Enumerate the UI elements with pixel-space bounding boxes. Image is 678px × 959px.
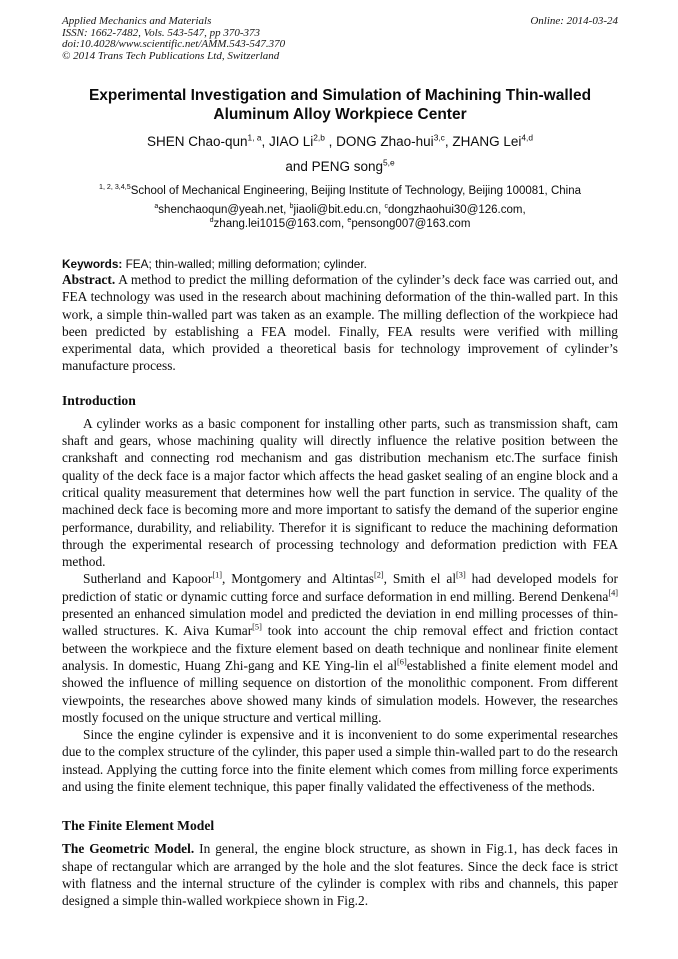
paper-title	[62, 86, 618, 124]
online-date: Online: 2014-03-24	[530, 15, 618, 27]
section-heading-introduction: Introduction	[62, 392, 136, 408]
introduction-paragraph-3: Since the engine cylinder is expensive and it is inconvenient to do some experimental researches due to the complex structure of the cylinder, this paper used a simple thin-walled part to do the research instead. Applying the cutting force into the finite element which comes from milling force experiments and using the finite element technique, this paper finally validated the effectiveness of the methods.	[62, 727, 618, 795]
journal-title: Applied Mechanics and Materials	[62, 15, 212, 27]
introduction-paragraph-1: A cylinder works as a basic component for installing other parts, such as transmission shaft, cam shaft and gears, whose machining quality will directly influence the relative position between the crankshaft and connecting rod mechanism and gas distribution mechanism etc.The surface finish quality of the deck face is a major factor which affects the head gasket sealing of an engine block and a critical quality measurement that determines how well the part function in service. The quality of the machined deck face is becoming more and more important to satisfy the demand of the superior engine performance, durability, and reliability. Therefor it is significant to reduce the machining deformation through the experimental research of processing technology and deformation prediction with FEA method.	[62, 415, 618, 570]
paper-title-line2: Aluminum Alloy Workpiece Center	[213, 106, 467, 123]
paper-body	[62, 271, 618, 910]
journal-info-block	[62, 16, 285, 62]
email-line-1: $^a$shenchaoqun@yeah.net, $^b$jiaoli@bit.edu.cn, $^c$dongzhaohui30@126.com,	[154, 202, 526, 216]
paper-title-line1: Experimental Investigation and Simulation of Machining Thin-walled	[88, 87, 592, 104]
keywords-line: Keywords: FEA; thin-walled; milling deformation; cylinder.	[62, 257, 367, 271]
affiliation: $^{1, 2, 3,4,5}$School of Mechanical Engineering, Beijing Institute of Technology, Beijing 100081, China	[99, 183, 581, 197]
page-header	[62, 16, 618, 62]
authors-line-2: and PENG song$^{5,e}$	[285, 157, 395, 174]
emails-block	[62, 204, 618, 231]
authors-line-1: SHEN Chao-qun$^{1, a}$, JIAO Li$^{2,b}$ , DONG Zhao-hui$^{3,c}$, ZHANG Lei$^{4,d}$	[146, 132, 533, 149]
introduction-paragraph-2: Sutherland and Kapoor[1], Montgomery and Altintas[2], Smith el al[3] had developed models for prediction of static or dynamic cutting force and surface deformation in end milling. Berend Denkena[4] presented an enhanced simulation model and predicted the deviation in end milling processes of thin-walled structures. K. Aiva Kumar[5] took into account the chip removal effect and friction contact between the workpiece and the fixture element based on death technique and nonlinear finite element analysis. In domestic, Huang Zhi-gang and KE Ying-lin el al[6]established a finite element model and showed the influence of milling sequence on distortion of the monolithic component. From different viewpoints, the researches above showed many kinds of simulation models. However, the researches mostly focused on the unique structure and vertical milling.	[62, 570, 618, 725]
doi-line: doi:10.4028/www.scientific.net/AMM.543-547.370	[62, 38, 286, 50]
geometric-model-paragraph: The Geometric Model. In general, the engine block structure, as shown in Fig.1, has deck faces in shape of rectangular which are arranged by the hole and the slot features. Since the deck face is strict with flatness and the internal structure of the cylinder is complex with ribs and channels, this paper designed a simple thin-walled workpiece shown in Fig.2.	[62, 841, 618, 909]
abstract-paragraph: Abstract. A method to predict the milling deformation of the cylinder’s deck face was carried out, and FEA technology was used in the research about machining deformation of the thin-walled part. In this work, a simple thin-walled part was taken as an example. The milling deflection of the workpiece had been predicted by establishing a FEA model. Finally, FEA results were verified with milling experimental data, which provided a theoretical basis for technology improvement of cylinder’s manufacture process.	[62, 272, 618, 374]
section-heading-finite-element-model: The Finite Element Model	[62, 818, 215, 834]
email-line-2: $^d$zhang.lei1015@163.com, $^e$pensong007@163.com	[209, 215, 471, 230]
copyright-line: © 2014 Trans Tech Publications Ltd, Switzerland	[62, 49, 280, 62]
issn-line: ISSN: 1662-7482, Vols. 543-547, pp 370-373	[62, 26, 260, 39]
